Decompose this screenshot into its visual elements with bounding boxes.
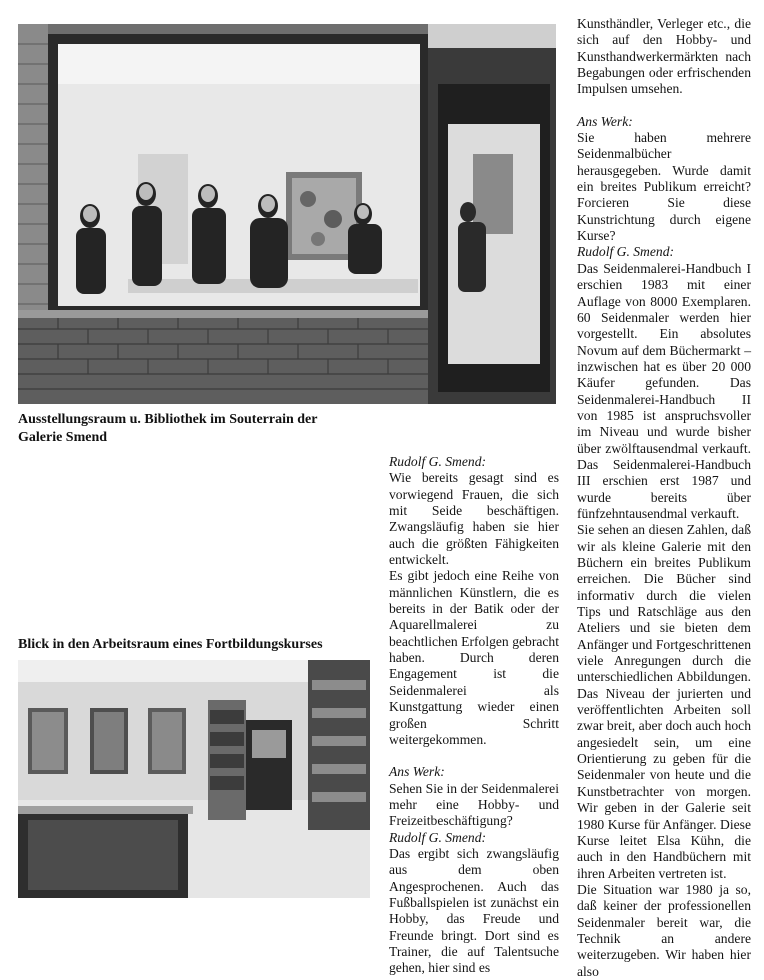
top-photo-caption: Ausstellungsraum u. Bibliothek im Souterrain der Galerie Smend xyxy=(18,412,318,445)
paragraph-gap xyxy=(389,748,559,764)
speaker-label: Rudolf G. Smend: xyxy=(577,244,675,260)
article-right-column xyxy=(577,16,751,980)
speaker-label: Rudolf G. Smend: xyxy=(389,454,487,469)
paragraph-gap xyxy=(577,98,751,114)
body-paragraph: Wie bereits gesagt sind es vorwiegend Frauen, die sich mit Seide beschäftigen. Zwangsläufig haben sie hier auch die größten Fähigkeiten entwickelt. xyxy=(389,470,559,568)
speaker-label: Rudolf G. Smend: xyxy=(389,829,487,845)
body-paragraph: Sie sehen an diesen Zahlen, daß wir als kleine Galerie mit den Büchern ein breites Publikum erreichen. Die Bücher sind informativ durch die vielen Tips und Ratschläge aus den Ateliers und sie bieten dem Anfänger und Fortgeschrittenen viele Anregungen durch die unterschiedlichen Abbildungen. Das Niveau der jurierten und veröffentlichten Arbeiten soll zwar breit, aber doch auch hoch angesiedelt sein, um eine Orientierung zu geben für die Seidenmaler von heute und die Kunstbetrachter von morgen. Wir geben in der Galerie seit 1980 Kurse für Anfänger. Diese Kurse leitet Elsa Kühn, die auch in den Handbüchern mit ihren Arbeiten vertreten ist. xyxy=(577,522,751,881)
body-paragraph: Sehen Sie in der Seidenmalerei mehr eine Hobby- und Freizeitbeschäftigung? xyxy=(389,780,559,829)
body-paragraph: Das Seidenmalerei-Handbuch I erschien 1983 mit einer Auflage von 8000 Exemplaren. 60 Seidenmaler werden hier vorgestellt. Ein absolutes Novum auf dem Büchermarkt – inzwischen hat es über 20 000 Käufer gefunden. Das Seidenmalerei-Handbuch II von 1985 ist anspruchsvoller im Niveau und wurde bisher über zwölftausendmal verkauft. Das Seidenmalerei-Handbuch III erschien erst 1987 und wurde bereits über fünfzehntausendmal verkauft. xyxy=(577,260,751,521)
body-paragraph: Sie haben mehrere Seidenmalbücher herausgegeben. Wurde damit ein breites Publikum erreicht? Forcieren Sie diese Kunstrichtung durch eigene Kurse? xyxy=(577,130,751,244)
body-paragraph: Es gibt jedoch eine Reihe von männlichen Künstlern, die es bereits in der Batik oder der Aquarellmalerei zu beachtlichen Erfolgen gebracht haben. Durch deren Engagement ist die Seidenmalerei als Kunstgattung wieder einen großen Schritt weitergekommen. xyxy=(389,568,559,747)
article-middle-column xyxy=(389,454,559,977)
body-paragraph: Die Situation war 1980 ja so, daß keiner der professionellen Seidenmaler bereit war, die Technik an andere weiterzugeben. Wir haben hier also xyxy=(577,881,751,979)
gallery-exhibition-illustration xyxy=(18,24,556,404)
bottom-photo-caption: Blick in den Arbeitsraum eines Fortbildungskurses xyxy=(18,637,323,652)
workshop-room-illustration xyxy=(18,660,370,898)
speaker-label: Ans Werk: xyxy=(389,764,445,780)
speaker-label: Ans Werk: xyxy=(577,113,633,129)
body-paragraph: Das ergibt sich zwangsläufig aus dem oben Angesprochenen. Auch das Fußballspielen ist zunächst ein Hobby, das Freude und Freunde bringt. Dort sind es Trainer, die auf Talentsuche gehen, hier sind es xyxy=(389,845,559,976)
gallery-exhibition-photo xyxy=(18,24,556,404)
workshop-room-photo xyxy=(18,660,370,898)
body-paragraph: Kunsthändler, Verleger etc., die sich auf den Hobby- und Kunsthandwerkermärkten nach Begabungen oder erfrischenden Impulsen umsehen. xyxy=(577,16,751,97)
